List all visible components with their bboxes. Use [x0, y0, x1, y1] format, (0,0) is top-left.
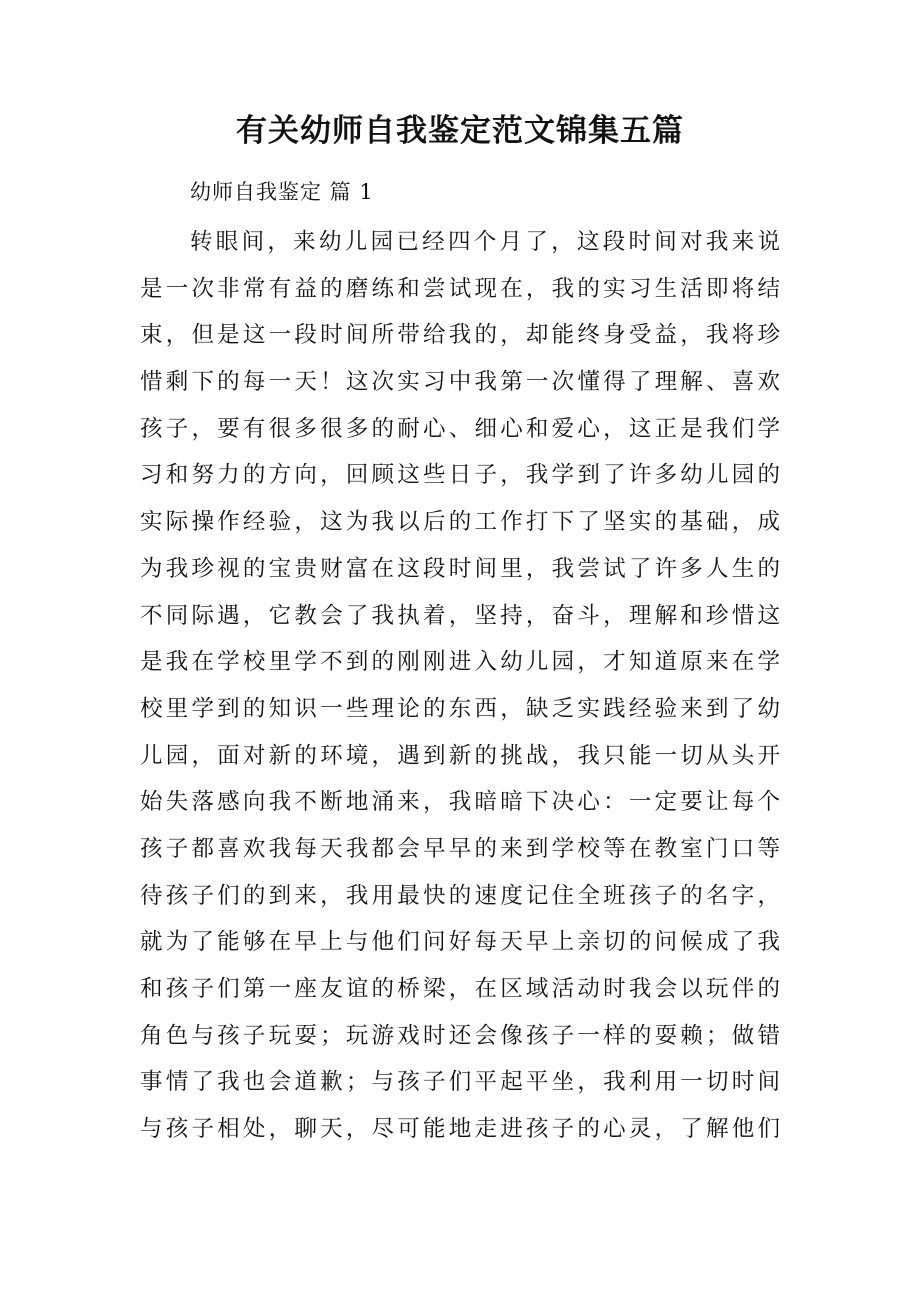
- paragraph-line: 是我在学校里学不到的刚刚进入幼儿园，才知道原来在学: [140, 649, 780, 676]
- paragraph-line: 孩子都喜欢我每天我都会早早的来到学校等在教室门口等: [140, 835, 780, 862]
- paragraph-line: 孩子，要有很多很多的耐心、细心和爱心，这正是我们学: [140, 415, 780, 442]
- paragraph-line: 不同际遇，它教会了我执着，坚持，奋斗，理解和珍惜这: [140, 602, 780, 629]
- paragraph-line: 习和努力的方向，回顾这些日子，我学到了许多幼儿园的: [140, 462, 780, 489]
- paragraph-line: 与孩子相处，聊天，尽可能地走进孩子的心灵，了解他们: [140, 1116, 780, 1143]
- paragraph-line: 束，但是这一段时间所带给我的，却能终身受益，我将珍: [140, 322, 780, 349]
- paragraph-line: 事情了我也会道歉；与孩子们平起平坐，我利用一切时间: [140, 1069, 780, 1096]
- paragraph-line: 待孩子们的到来，我用最快的速度记住全班孩子的名字，: [140, 882, 780, 909]
- section-heading: 幼师自我鉴定 篇 1: [190, 180, 374, 204]
- paragraph-line: 是一次非常有益的磨练和尝试现在，我的实习生活即将结: [140, 275, 780, 302]
- paragraph-line: 角色与孩子玩耍；玩游戏时还会像孩子一样的耍赖；做错: [140, 1022, 780, 1049]
- paragraph-line: 儿园，面对新的环境，遇到新的挑战，我只能一切从头开: [140, 742, 780, 769]
- paragraph-line: 实际操作经验，这为我以后的工作打下了坚实的基础，成: [140, 509, 780, 536]
- paragraph-line: 和孩子们第一座友谊的桥梁，在区域活动时我会以玩伴的: [140, 976, 780, 1002]
- paragraph-line: 转眼间，来幼儿园已经四个月了，这段时间对我来说: [190, 229, 780, 255]
- body-paragraph: [140, 219, 780, 1153]
- paragraph-line: 就为了能够在早上与他们问好每天早上亲切的问候成了我: [140, 929, 780, 956]
- paragraph-line: 为我珍视的宝贵财富在这段时间里，我尝试了许多人生的: [140, 555, 780, 582]
- paragraph-line: 惜剩下的每一天！这次实习中我第一次懂得了理解、喜欢: [140, 369, 780, 396]
- paragraph-line: 校里学到的知识一些理论的东西，缺乏实践经验来到了幼: [140, 695, 780, 722]
- paragraph-line: 始失落感向我不断地涌来，我暗暗下决心：一定要让每个: [140, 789, 780, 816]
- document-title: 有关幼师自我鉴定范文锦集五篇: [236, 113, 684, 149]
